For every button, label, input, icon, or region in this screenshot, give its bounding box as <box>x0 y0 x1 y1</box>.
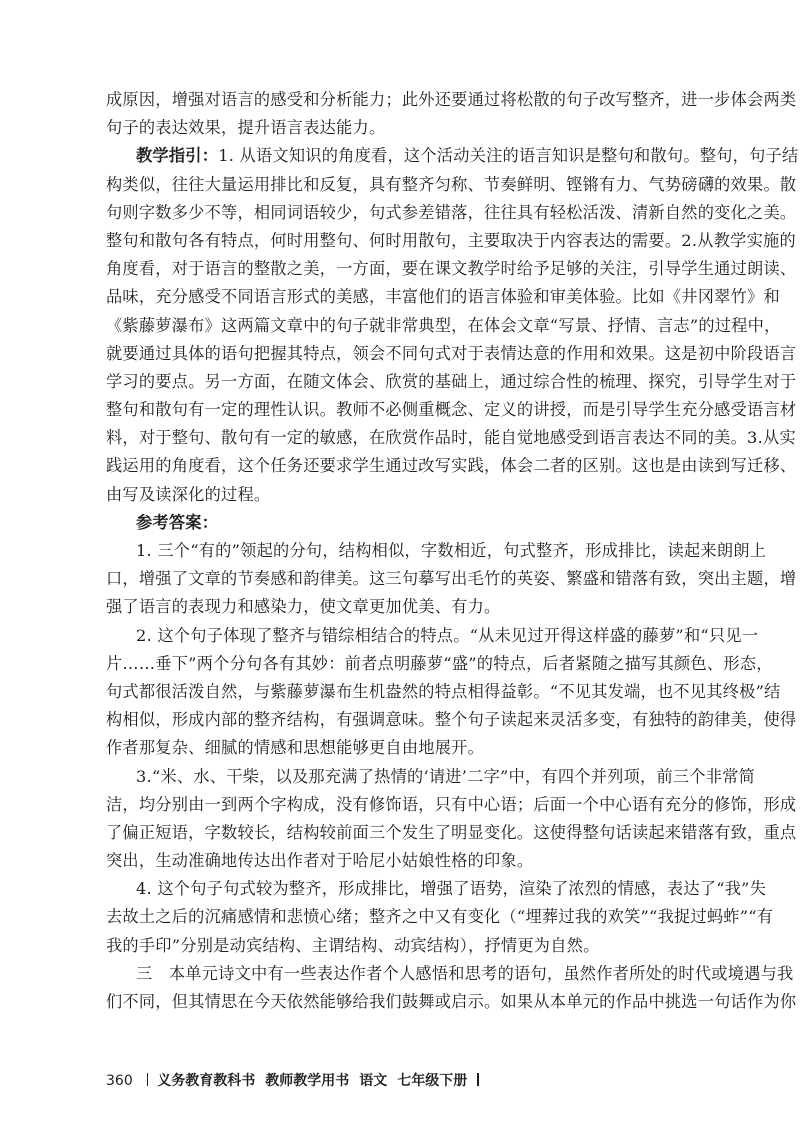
text-line: 践运用的角度看，这个任务还要求学生通过改写实践，体会二者的区别。这也是由读到写迁移、 <box>106 456 797 476</box>
text-line: 构类似，往往大量运用排比和反复，具有整齐匀称、节奏鲜明、铿锵有力、气势磅礴的效果。散 <box>106 174 797 194</box>
text-line: 突出，生动准确地传达出作者对于哈尼小姑娘性格的印象。 <box>106 851 534 871</box>
footer-divider <box>477 1073 479 1086</box>
text-line: 强了语言的表现力和感染力，使文章更加优美、有力。 <box>106 597 501 617</box>
footer-divider <box>147 1073 149 1086</box>
text-line: 作者那复杂、细腻的情感和思想能够更自由地展开。 <box>106 738 485 758</box>
footer-series: 义务教育教科书 <box>157 1073 256 1089</box>
text-line: 整句和散句有一定的理性认识。教师不必侧重概念、定义的讲授，而是引导学生充分感受语言材 <box>106 400 797 420</box>
text-line: 了偏正短语，字数较长，结构较前面三个发生了明显变化。这使得整句话读起来错落有致，重点 <box>106 822 797 842</box>
text-line: 整句和散句各有特点，何时用整句、何时用散句，主要取决于内容表达的需要。2.从教学实施的 <box>106 230 796 250</box>
answer-3-line: 3.“米、水、干柴，以及那充满了热情的‘请进’二字”中，有四个并列项，前三个非常简 <box>136 766 756 786</box>
page-number: 360 <box>106 1073 133 1089</box>
footer-subject: 语文 <box>359 1073 388 1089</box>
text-line: 构相似，形成内部的整齐结构，有强调意味。整个句子读起来灵活多变，有独特的韵律美，使得 <box>106 710 797 730</box>
reference-answers-label: 参考答案： <box>136 512 219 532</box>
text-line: 成原因，增强对语言的感受和分析能力；此外还要通过将松散的句子改写整齐，进一步体会两类 <box>106 90 797 109</box>
page-footer <box>106 1071 479 1091</box>
text-line: 1. 从语文知识的角度看，这个活动关注的语言知识是整句和散句。整句，句子结 <box>218 146 799 166</box>
text-line: 去故土之后的沉痛感情和悲愤心绪；整齐之中又有变化（“埋葬过我的欢笑”“我捉过蚂蚱”“有 <box>106 907 774 927</box>
teaching-guide-paragraph <box>106 142 799 170</box>
body-text <box>106 86 799 1016</box>
text-line: 角度看，对于语言的整散之美，一方面，要在课文教学时给予足够的关注，引导学生通过朗读、 <box>106 259 797 279</box>
text-line: 学习的要点。另一方面，在随文体会、欣赏的基础上，通过综合性的梳理、探究，引导学生对于 <box>106 371 797 391</box>
answer-1-line: 1. 三个“有的”领起的分句，结构相似，字数相近，句式整齐，形成排比，读起来朗朗上 <box>136 541 767 560</box>
reference-answers-heading <box>106 509 706 537</box>
text-line: 句则字数多少不等，相同词语较少，句式参差错落，往往具有轻松活泼、清新自然的变化之美。 <box>106 202 797 222</box>
text-line: 片……垂下”两个分句各有其妙：前者点明藤萝“盛”的特点，后者紧随之描写其颜色、形态， <box>106 653 773 673</box>
text-line: 洁，均分别由一到两个字构成，没有修饰语，只有中心语；后面一个中心语有充分的修饰，形成 <box>106 794 797 814</box>
text-line: 《紫藤萝瀑布》这两篇文章中的句子就非常典型，在体会文章“写景、抒情、言志”的过程中， <box>106 315 781 335</box>
answer-4-line: 4. 这个句子句式较为整齐，形成排比，增强了语势，渲染了浓烈的情感，表达了“我”失 <box>136 879 767 899</box>
text-line: 就要通过具体的语句把握其特点，领会不同句式对于表情达意的作用和效果。这是初中阶段语言 <box>106 343 797 363</box>
text-line: 口，增强了文章的节奏感和韵律美。这三句摹写出毛竹的英姿、繁盛和错落有致，突出主题，增 <box>106 569 797 589</box>
footer-grade: 七年级下册 <box>397 1073 468 1089</box>
teaching-guide-label: 教学指引： <box>136 146 219 166</box>
text-line: 我的手印”分别是动宾结构、主谓结构、动宾结构），抒情更为自然。 <box>106 935 600 955</box>
text-line: 由写及读深化的过程。 <box>106 484 271 504</box>
text-line: 句子的表达效果，提升语言表达能力。 <box>106 118 386 138</box>
footer-book: 教师教学用书 <box>265 1073 350 1089</box>
text-line: 料，对于整句、散句有一定的敏感，在欣赏作品时，能自觉地感受到语言表达不同的美。3.从实 <box>106 428 796 448</box>
text-line: 品味，充分感受不同语言形式的美感，丰富他们的语言体验和审美体验。比如《井冈翠竹》和 <box>106 287 780 307</box>
text-line: 句式都很活泼自然，与紫藤萝瀑布生机盎然的特点相得益彰。“不见其发端，也不见其终极”结 <box>106 681 781 701</box>
text-line: 们不同，但其情思在今天依然能够给我们鼓舞或启示。如果从本单元的作品中挑选一句话作为你 <box>106 992 797 1011</box>
answer-2-line: 2. 这个句子体现了整齐与错综相结合的特点。“从未见过开得这样盛的藤萝”和“只见一 <box>136 625 759 645</box>
section-three-line: 三 本单元诗文中有一些表达作者个人感悟和思考的语句，虽然作者所处的时代或境遇与我 <box>136 963 794 983</box>
